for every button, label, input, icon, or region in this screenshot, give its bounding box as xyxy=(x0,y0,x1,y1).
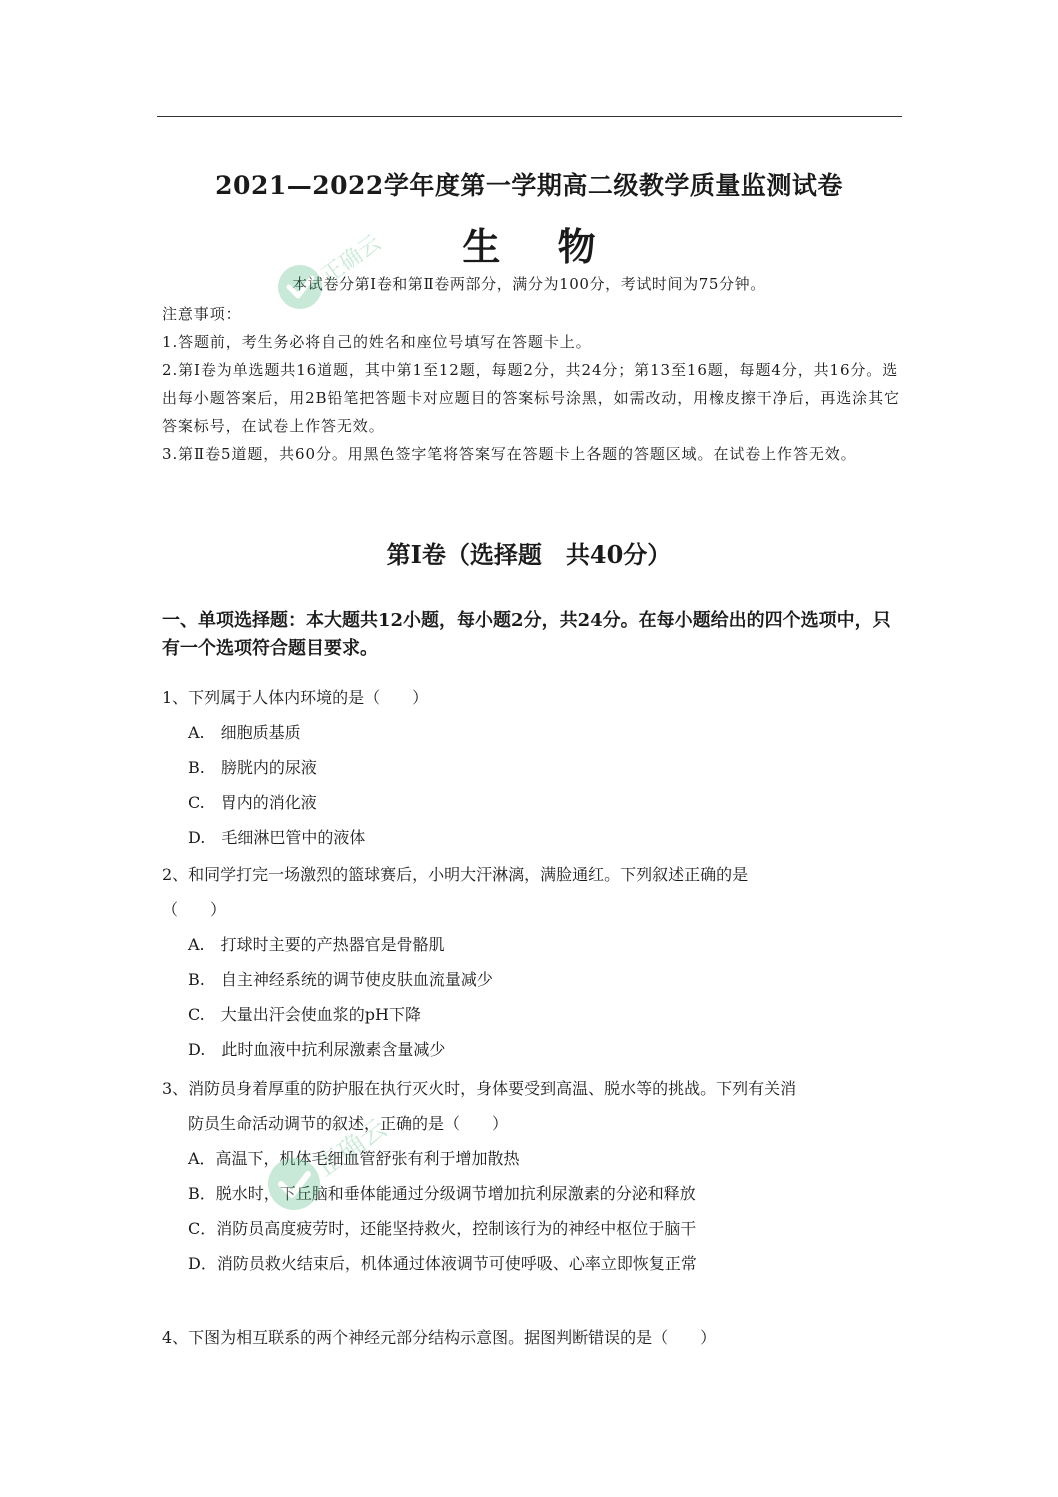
question-2 xyxy=(162,857,902,1067)
notes-item: 1.答题前，考生务必将自己的姓名和座位号填写在答题卡上。 xyxy=(162,333,592,351)
question-stem: 1、下列属于人体内环境的是（ ） xyxy=(162,688,429,707)
section-heading-left: 第Ⅰ卷（选择题 xyxy=(386,540,542,569)
part-heading: 一、单项选择题：本大题共12小题，每小题2分，共24分。在每小题给出的四个选项中，只有一个选项符合题目要求。 xyxy=(162,610,891,659)
svg-text:正确云: 正确云 xyxy=(311,1113,393,1183)
question-stem: 4、下图为相互联系的两个神经元部分结构示意图。据图判断错误的是（ ） xyxy=(162,1328,717,1347)
question-stem-continued: 防员生命活动调节的叙述，正确的是（ ） xyxy=(188,1114,509,1133)
notes-item: 3.第Ⅱ卷5道题，共60分。用黑色签字笔将答案写在答题卡上各题的答题区域。在试卷上作答无效。 xyxy=(162,445,857,463)
option-a: A．高温下，机体毛细血管舒张有利于增加散热 xyxy=(188,1149,520,1168)
subject-title: 生 物 xyxy=(462,224,618,269)
option-c: C. 大量出汗会使血浆的pH下降 xyxy=(188,1005,421,1024)
option-b: B．脱水时，下丘脑和垂体能通过分级调节增加抗利尿激素的分泌和释放 xyxy=(188,1184,696,1203)
question-stem: 3、消防员身着厚重的防护服在执行灭火时，身体要受到高温、脱水等的挑战。下列有关消 xyxy=(162,1079,797,1098)
notes-item: 2.第Ⅰ卷为单选题共16道题，其中第1至12题，每题2分，共24分；第13至16题，每题4分，共16分。选出每小题答案后，用2B铅笔把答题卡对应题目的答案标号涂黑，如需改动，用橡皮擦干净后，再选涂其它答案标号，在试卷上作答无效。 xyxy=(162,361,900,435)
section-heading xyxy=(0,535,1058,570)
option-a: A. 细胞质基质 xyxy=(188,723,301,742)
option-c: C．消防员高度疲劳时，还能坚持救火，控制该行为的神经中枢位于脑干 xyxy=(188,1219,697,1238)
header-rule xyxy=(157,116,902,117)
watermark-logo-icon xyxy=(262,1113,393,1220)
section-heading-right: 共40分） xyxy=(565,540,672,569)
question-stem: 2、和同学打完一场激烈的篮球赛后，小明大汗淋漓，满脸通红。下列叙述正确的是 xyxy=(162,865,749,884)
notes-heading: 注意事项： xyxy=(162,305,242,323)
notes-block xyxy=(162,300,900,468)
option-b: B. 膀胱内的尿液 xyxy=(188,758,317,777)
svg-text:正确云: 正确云 xyxy=(317,230,386,289)
intro-line: 本试卷分第Ⅰ卷和第Ⅱ卷两部分，满分为100分，考试时间为75分钟。 xyxy=(292,275,766,293)
option-a: A. 打球时主要的产热器官是骨骼肌 xyxy=(188,935,445,954)
watermark-logo-icon xyxy=(272,230,386,317)
option-d: D. 毛细淋巴管中的液体 xyxy=(188,828,366,847)
question-1 xyxy=(162,680,902,855)
option-d: D．消防员救火结束后，机体通过体液调节可使呼吸、心率立即恢复正常 xyxy=(188,1254,697,1273)
question-4 xyxy=(162,1320,902,1355)
question-stem-continued: （ ） xyxy=(162,900,227,919)
option-c: C. 胃内的消化液 xyxy=(188,793,317,812)
exam-title: 2021—2022学年度第一学期高二级教学质量监测试卷 xyxy=(215,171,843,200)
option-b: B. 自主神经系统的调节使皮肤血流量减少 xyxy=(188,970,493,989)
option-d: D. 此时血液中抗利尿激素含量减少 xyxy=(188,1040,446,1059)
